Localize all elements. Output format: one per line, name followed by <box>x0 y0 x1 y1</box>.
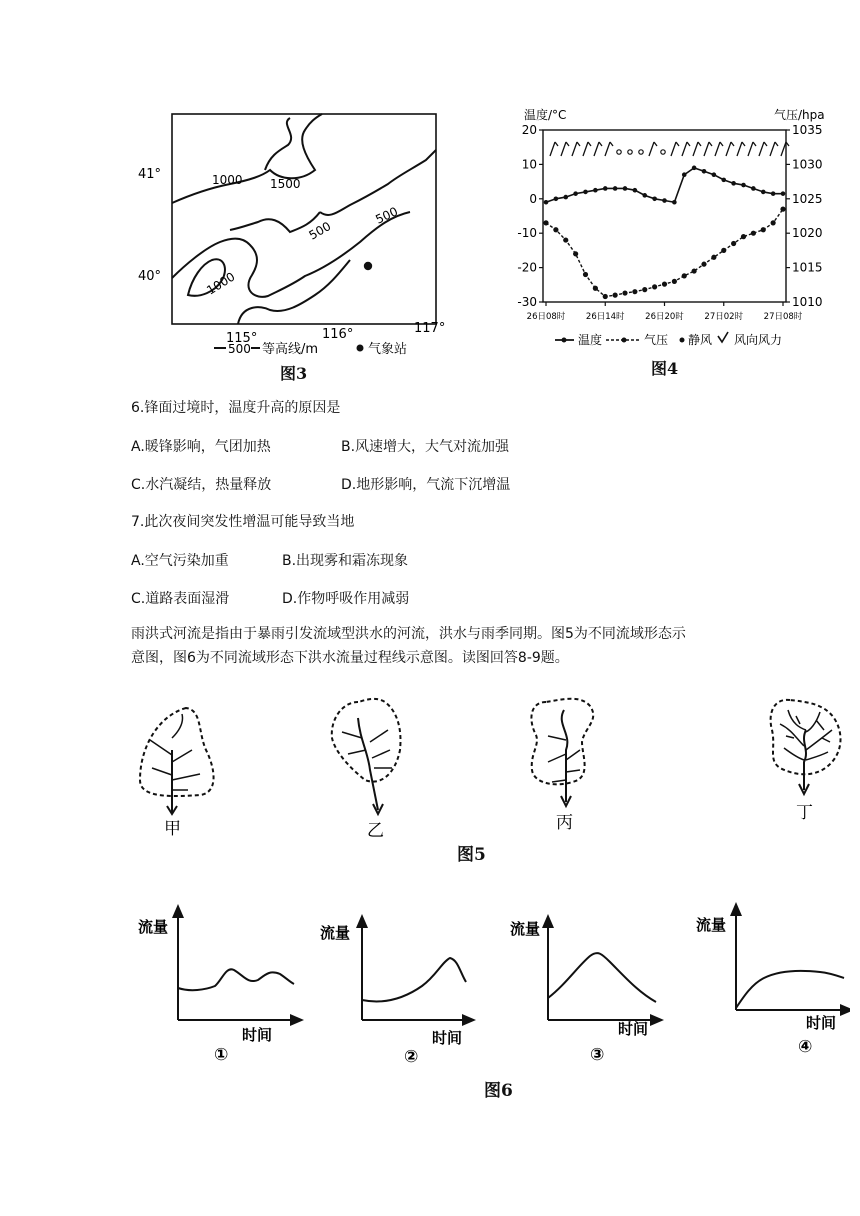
pressure-point <box>652 284 657 289</box>
pressure-point <box>662 282 667 287</box>
figure-6-caption: 图6 <box>484 1081 513 1101</box>
left-tick-label: -10 <box>517 226 537 241</box>
pressure-point <box>711 255 716 260</box>
pressure-point <box>563 237 568 242</box>
x-axis-label: 时间 <box>432 1029 463 1047</box>
contour-label: 1000 <box>212 173 243 187</box>
left-tick-label: 0 <box>529 191 537 206</box>
wind-barb-symbol <box>605 142 613 156</box>
basin-jia <box>140 708 214 839</box>
temperature-point <box>633 188 638 193</box>
temperature-point <box>692 166 697 171</box>
contour-label: 1500 <box>270 177 301 191</box>
legend-temperature: 温度 <box>578 333 603 347</box>
q7-option-a[interactable]: A.空气污染加重 <box>131 553 229 569</box>
temperature-point <box>623 186 628 191</box>
q7-option-b[interactable]: B.出现雾和霜冻现象 <box>282 553 409 569</box>
pressure-point <box>632 289 637 294</box>
pressure-point <box>573 251 578 256</box>
wind-barb-symbol <box>693 142 701 156</box>
q6-option-c[interactable]: C.水汽凝结，热量释放 <box>131 477 272 493</box>
legend-wind: 风向风力 <box>734 333 783 347</box>
temperature-point <box>652 197 657 202</box>
figure-6-hydrographs <box>130 900 850 1075</box>
pressure-point <box>593 286 598 291</box>
right-tick-label: 1025 <box>792 191 823 206</box>
pressure-point <box>672 279 677 284</box>
question-7-stem: 7.此次夜间突发性增温可能导致当地 <box>131 514 355 530</box>
temperature-point <box>712 172 717 177</box>
hydrograph-2 <box>320 920 470 1067</box>
legend-station-text: 气象站 <box>368 342 408 357</box>
figure-3-caption: 图3 <box>280 364 308 383</box>
question-6-stem: 6.锋面过境时，温度升高的原因是 <box>131 400 341 416</box>
basin-label-jia: 甲 <box>164 819 181 839</box>
temperature-series-line <box>546 168 783 202</box>
q6-option-d[interactable]: D.地形影响，气流下沉增温 <box>341 477 511 493</box>
pressure-point <box>741 234 746 239</box>
temperature-point <box>682 172 687 177</box>
q6-option-a[interactable]: A.暖锋影响，气团加热 <box>131 439 271 455</box>
intro-line-2: 意图，图6为不同流域形态下洪水流量过程线示意图。读图回答8-9题。 <box>131 650 569 666</box>
left-tick-label: -20 <box>517 260 537 275</box>
wind-barb-symbol <box>572 142 580 156</box>
left-tick-label: 20 <box>521 123 537 137</box>
calm-wind-symbol <box>639 150 643 154</box>
longitude-label: 117° <box>414 321 446 336</box>
panel-number: ③ <box>590 1045 605 1065</box>
x-tick-label: 26日20时 <box>645 312 684 322</box>
pressure-point <box>583 272 588 277</box>
y-axis-label: 流量 <box>696 916 727 934</box>
x-tick-label: 26日14时 <box>585 312 625 322</box>
latitude-label: 40° <box>138 269 162 284</box>
wind-barb-symbol <box>715 142 723 156</box>
x-axis-label: 时间 <box>242 1026 273 1044</box>
left-tick-label: -30 <box>517 295 537 309</box>
wind-barb-symbol <box>704 142 712 156</box>
contour-label: 500 <box>373 204 401 227</box>
right-tick-label: 1010 <box>792 295 823 309</box>
pressure-point <box>761 227 766 232</box>
temperature-point <box>583 190 588 195</box>
temperature-point <box>741 183 746 188</box>
hydrograph-4 <box>696 908 848 1057</box>
panel-number: ② <box>404 1047 419 1067</box>
y-axis-label: 流量 <box>320 924 351 942</box>
contour-label: 500 <box>306 219 334 243</box>
temperature-point <box>771 191 776 196</box>
right-tick-label: 1020 <box>792 226 823 241</box>
y-axis-label: 流量 <box>138 918 169 936</box>
pressure-point <box>613 293 618 298</box>
temperature-point <box>781 191 786 196</box>
basin-yi <box>332 699 401 841</box>
intro-paragraph <box>131 622 751 670</box>
figure-5-caption: 图5 <box>457 845 486 865</box>
temperature-point <box>554 197 559 202</box>
temperature-point <box>731 181 736 186</box>
wind-barb-symbol <box>781 142 789 156</box>
pressure-point <box>642 287 647 292</box>
longitude-label: 115° <box>226 331 258 346</box>
right-tick-label: 1030 <box>792 157 823 172</box>
left-tick-label: 10 <box>521 157 537 172</box>
temperature-point <box>642 193 647 198</box>
figure-3-map <box>130 100 450 385</box>
q7-option-d[interactable]: D.作物呼吸作用减弱 <box>282 591 410 607</box>
wind-barb-symbol <box>770 142 778 156</box>
x-tick-label: 27日08时 <box>763 312 803 322</box>
latitude-label: 41° <box>138 167 162 182</box>
temperature-point <box>573 191 578 196</box>
basin-bing <box>531 699 593 833</box>
hydrograph-3 <box>510 920 658 1065</box>
temperature-point <box>672 200 677 205</box>
temperature-point <box>721 178 726 183</box>
basin-label-ding: 丁 <box>796 803 813 823</box>
x-axis-label: 时间 <box>806 1014 837 1032</box>
legend-contour-text: 等高线/m <box>262 342 319 357</box>
right-tick-label: 1015 <box>792 260 823 275</box>
temperature-point <box>751 186 756 191</box>
pressure-point <box>622 290 627 295</box>
panel-number: ① <box>214 1045 229 1065</box>
pressure-point <box>543 220 548 225</box>
wind-barb-icon <box>718 332 728 342</box>
calm-wind-symbol <box>617 150 621 154</box>
wind-barb-symbol <box>550 142 558 156</box>
right-axis-title: 气压/hpa <box>774 108 825 122</box>
wind-barb-symbol <box>737 142 745 156</box>
wind-barb-symbol <box>671 142 679 156</box>
calm-wind-symbol <box>661 150 665 154</box>
wind-barb-symbol <box>583 142 591 156</box>
pressure-point <box>731 241 736 246</box>
pressure-point <box>751 231 756 236</box>
legend-station-icon <box>357 345 364 352</box>
calm-wind-symbol <box>628 150 632 154</box>
x-tick-label: 26日08时 <box>526 312 566 322</box>
temperature-point <box>702 169 707 174</box>
pressure-point <box>771 220 776 225</box>
wind-barb-symbol <box>594 142 602 156</box>
wind-barb-symbol <box>561 142 569 156</box>
q7-option-c[interactable]: C.道路表面湿滑 <box>131 591 230 607</box>
temperature-point <box>563 195 568 200</box>
basin-label-bing: 丙 <box>556 813 573 833</box>
pressure-point <box>553 227 558 232</box>
figure-4-caption: 图4 <box>651 359 679 378</box>
pressure-point <box>682 273 687 278</box>
legend-calm: 静风 <box>688 333 713 347</box>
temperature-point <box>761 190 766 195</box>
pressure-point <box>780 207 785 212</box>
longitude-label: 116° <box>322 327 354 342</box>
temperature-point <box>544 200 549 205</box>
right-tick-label: 1035 <box>792 123 823 137</box>
temperature-point <box>662 198 667 203</box>
wind-barb-symbol <box>748 142 756 156</box>
q6-option-b[interactable]: B.风速增大，大气对流加强 <box>341 439 510 455</box>
intro-line-1: 雨洪式河流是指由于暴雨引发流域型洪水的河流，洪水与雨季同期。图5为不同流域形态示 <box>131 626 686 642</box>
pressure-point <box>603 294 608 299</box>
figure-4-chart <box>510 100 840 350</box>
pressure-point <box>701 262 706 267</box>
wind-barb-symbol <box>682 142 690 156</box>
hydrograph-1 <box>138 910 298 1065</box>
legend-contour-value: 500 <box>228 342 251 356</box>
y-axis-label: 流量 <box>510 920 541 938</box>
temperature-point <box>603 186 608 191</box>
temperature-point <box>613 186 618 191</box>
temperature-point <box>593 188 598 193</box>
legend-pressure: 气压 <box>644 333 669 347</box>
x-axis-label: 时间 <box>618 1020 649 1038</box>
wind-barb-symbol <box>649 142 657 156</box>
basin-label-yi: 乙 <box>367 821 384 841</box>
panel-number: ④ <box>798 1037 813 1057</box>
wind-barb-symbol <box>726 142 734 156</box>
x-tick-label: 27日02时 <box>704 312 744 322</box>
pressure-point <box>692 268 697 273</box>
contour-label: 1000 <box>204 269 238 298</box>
wind-barb-symbol <box>759 142 767 156</box>
figure-4-legend <box>555 332 782 347</box>
weather-station-marker <box>364 262 372 270</box>
pressure-point <box>721 248 726 253</box>
basin-ding <box>771 700 841 823</box>
left-axis-title: 温度/°C <box>524 108 567 122</box>
